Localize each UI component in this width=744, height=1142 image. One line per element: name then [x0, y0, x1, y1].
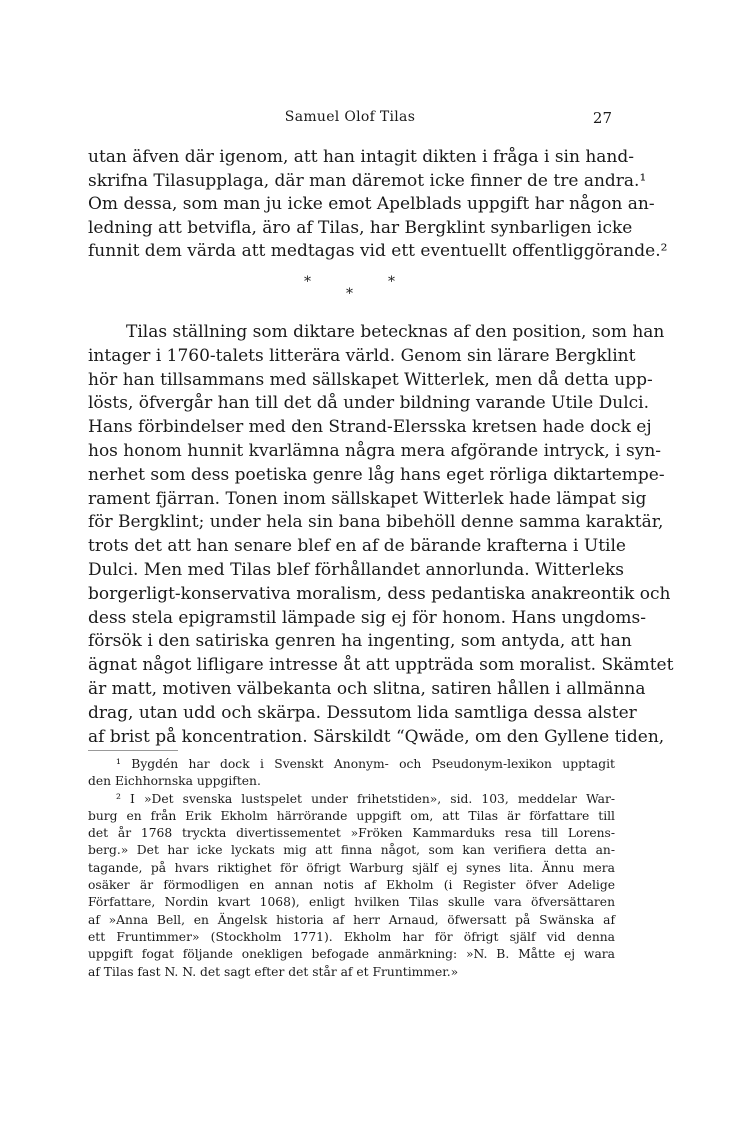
paragraph-main	[88, 321, 674, 749]
text-line: för Bergklint; under hela sin bana bibehöll denne samma karaktär,	[88, 512, 664, 533]
footnote-line: af »Anna Bell, en Ängelsk historia af herr Arnaud, öfwersatt på Swänska af	[88, 912, 615, 927]
text-line: dess stela epigramstil lämpade sig ej för honom. Hans ungdoms-	[88, 607, 646, 628]
footnote-line: tagande, på hvars riktighet för öfrigt Warburg själf ej synes lita. Ännu mera	[88, 860, 615, 875]
footnote-rule	[88, 750, 178, 751]
text-line: intager i 1760-talets litterära värld. Genom sin lärare Bergklint	[88, 345, 636, 366]
footnote-line: osäker är förmodligen en annan notis af Ekholm (i Register öfver Adelige	[88, 878, 615, 893]
text-line: ägnat något lifligare intresse åt att uppträda som moralist. Skämtet	[88, 655, 674, 676]
page-header	[88, 109, 612, 129]
text-line: är matt, motiven välbekanta och slitna, satiren hållen i allmänna	[88, 678, 646, 699]
text-line: skrifna Tilasupplaga, där man däremot icke finner de tre andra.¹	[88, 170, 647, 191]
asterisk: *	[304, 274, 311, 290]
text-line: drag, utan udd och skärpa. Dessutom lida samtliga dessa alster	[88, 702, 637, 723]
text-line: hos honom hunnit kvarlämna några mera afgörande intryck, i syn-	[88, 440, 662, 461]
footnote-line: ² I »Det svenska lustspelet under frihetstiden», sid. 103, meddelar War-	[116, 791, 615, 806]
text-line: Hans förbindelser med den Strand-Elersska kretsen hade dock ej	[88, 417, 652, 438]
text-line: Tilas ställning som diktare betecknas af den position, som han	[126, 322, 665, 342]
footnote-line: Författare, Nordin kvart 1068), enligt hvilken Tilas skulle vara öfversättaren	[88, 895, 615, 910]
text-line: funnit dem värda att medtagas vid ett eventuellt offentliggörande.²	[88, 241, 668, 262]
footnote-line: den Eichhornska uppgiften.	[88, 774, 261, 789]
text-line: af brist på koncentration. Särskildt “Qwäde, om den Gyllene tiden,	[88, 726, 665, 747]
text-line: nerhet som dess poetiska genre låg hans eget rörliga diktartempe-	[88, 464, 665, 485]
text-line: lösts, öfvergår han till det då under bildning varande Utile Dulci.	[88, 393, 650, 414]
asterisk: *	[388, 274, 395, 290]
section-asterism	[88, 274, 612, 304]
text-line: hör han tillsammans med sällskapet Witterlek, men då detta upp-	[88, 369, 653, 390]
footnote-line: berg.» Det har icke lyckats mig att finna något, som kan verifiera detta an-	[88, 843, 615, 858]
text-line: Dulci. Men med Tilas blef förhållandet annorlunda. Witterleks	[88, 559, 625, 580]
text-line: rament fjärran. Tonen inom sällskapet Witterlek hade lämpat sig	[88, 488, 647, 509]
footnote-line: af Tilas fast N. N. det sagt efter det står af et Fruntimmer.»	[88, 964, 459, 979]
footnote-line: ¹ Bygdén har dock i Svenskt Anonym- och Pseudonym-lexikon upptagit	[116, 757, 615, 771]
text-line: borgerligt-konservativa moralism, dess pedantiska anakreontik och	[88, 583, 671, 604]
text-line: ledning att betvifla, äro af Tilas, har Bergklint synbarligen icke	[88, 217, 633, 238]
footnotes	[88, 756, 615, 981]
footnote-line: burg en från Erik Ekholm härrörande uppgift om, att Tilas är författare till	[88, 808, 615, 823]
text-line: Om dessa, som man ju icke emot Apelblads uppgift har någon an-	[88, 194, 655, 215]
page-number: 27	[592, 109, 612, 127]
text-line: försök i den satiriska genren ha ingenting, som antyda, att han	[88, 631, 632, 652]
running-title: Samuel Olof Tilas	[284, 109, 416, 125]
footnote-line: det år 1768 tryckta divertissementet »Fröken Kammarduks resa till Lorens-	[88, 826, 615, 841]
footnote-line: ett Fruntimmer» (Stockholm 1771). Ekholm har för öfrigt själf vid denna	[88, 929, 615, 944]
asterisk: *	[346, 286, 353, 302]
footnote-line: uppgift fogat följande onekligen befogade anmärkning: »N. B. Måtte ej wara	[88, 947, 615, 962]
paragraph-continuation	[88, 146, 668, 264]
text-line: utan äfven där igenom, att han intagit dikten i fråga i sin hand-	[88, 147, 634, 167]
text-line: trots det att han senare blef en af de bärande krafterna i Utile	[88, 536, 626, 557]
